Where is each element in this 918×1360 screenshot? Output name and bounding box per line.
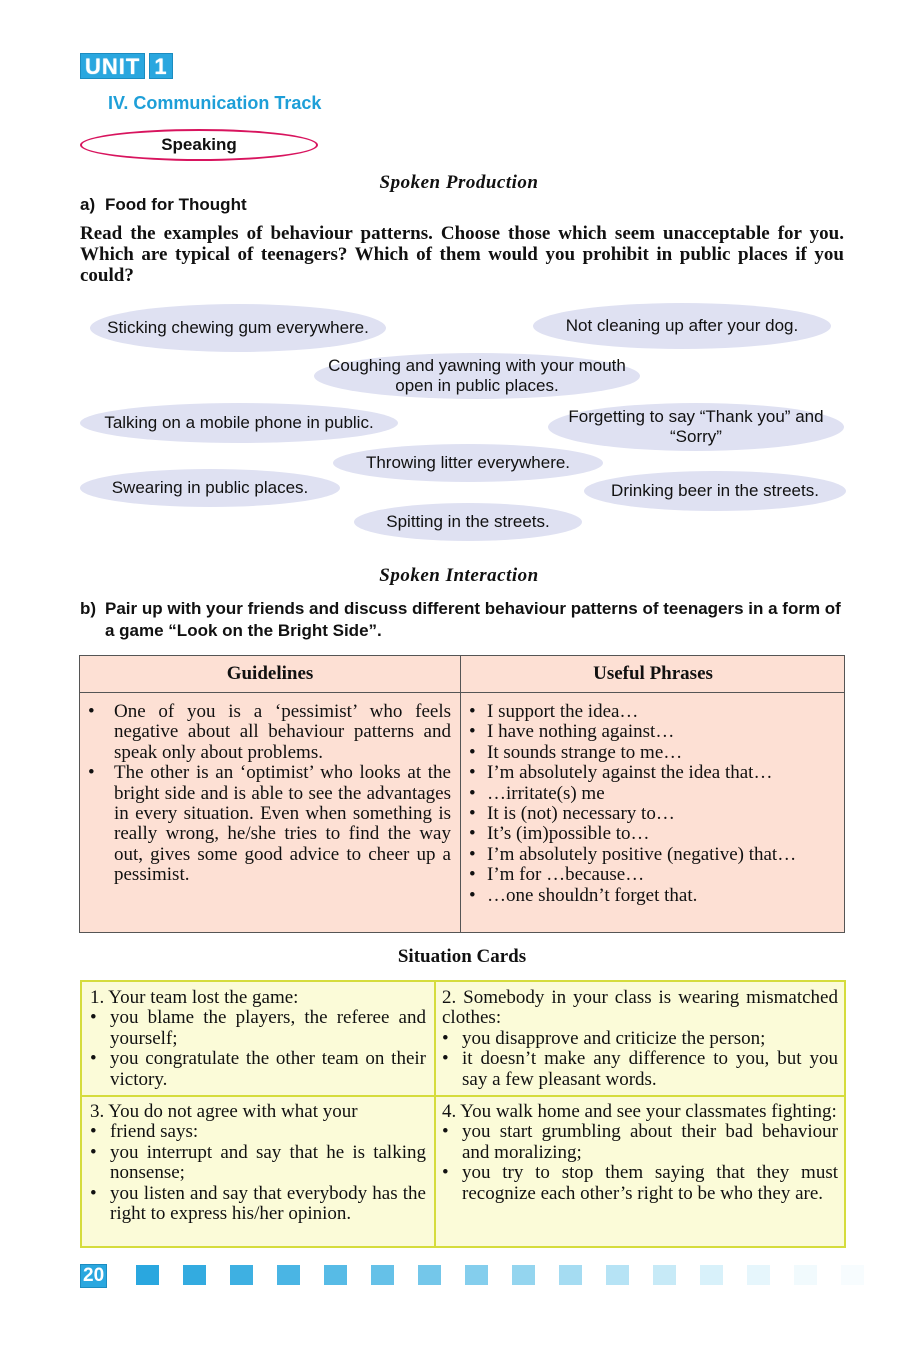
speaking-label: Speaking: [80, 129, 318, 161]
behaviour-bubble: Not cleaning up after your dog.: [533, 303, 831, 349]
guideline-item: • The other is an ‘optimist’ who looks at the bright side and is able to see the advantages in every situation. Even when something is really wrong, he/she tries to find the way out, gives some good advice to cheer up a pessimist.: [80, 763, 451, 885]
task-b-text: Pair up with your friends and discuss different behaviour patterns of teenagers in a form of a game “Look on the Bright Side”.: [105, 599, 841, 640]
behaviour-bubble: Spitting in the streets.: [354, 503, 582, 541]
unit-badge: [80, 53, 173, 79]
behaviour-bubble: Drinking beer in the streets.: [584, 471, 846, 511]
situation-card-3: [90, 1102, 426, 1224]
section-heading: IV. Communication Track: [108, 93, 322, 113]
guidelines-header: Guidelines: [226, 663, 314, 684]
phrase-item: • I’m absolutely positive (negative) that…: [461, 845, 841, 865]
card-title: 1. Your team lost the game:: [90, 987, 299, 1008]
page-number: 20: [80, 1264, 107, 1288]
card-option: • you congratulate the other team on their victory.: [90, 1049, 426, 1090]
task-b-letter: b): [80, 599, 97, 618]
task-b: [80, 598, 850, 642]
behaviour-bubble: Coughing and yawning with your mouth open in public places.: [314, 353, 640, 399]
card-option: • it doesn’t make any difference to you, but you say a few pleasant words.: [442, 1049, 838, 1090]
phrase-item: • I’m for …because…: [461, 865, 841, 885]
situation-cards-grid: [80, 980, 846, 1248]
footer-decoration: [136, 1265, 864, 1285]
behaviour-bubble: Swearing in public places.: [80, 469, 340, 507]
card-option: • friend says:: [90, 1122, 426, 1142]
unit-number: 1: [149, 53, 172, 79]
behaviour-bubble: Forgetting to say “Thank you” and “Sorry”: [548, 403, 844, 451]
behaviour-bubble: Talking on a mobile phone in public.: [80, 403, 398, 443]
guidelines-table: [79, 655, 845, 933]
phrases-list: [461, 702, 841, 906]
task-a-instruction: Read the examples of behaviour patterns. Choose those which seem unacceptable for you. Which are typical of teenagers? Which of them would you prohibit in public places if you could?: [80, 223, 844, 286]
task-a-title: Food for Thought: [105, 195, 247, 214]
situation-card-2: [442, 988, 838, 1090]
situation-cards-title: Situation Cards: [397, 946, 527, 967]
card-option: • you interrupt and say that he is talking nonsense;: [90, 1143, 426, 1184]
phrase-item: • I support the idea…: [461, 702, 841, 722]
spoken-production-title: Spoken Production: [379, 172, 539, 193]
situation-card-1: [90, 988, 426, 1090]
card-title: 2. Somebody in your class is wearing mismatched clothes:: [442, 987, 838, 1029]
phrase-item: • …one shouldn’t forget that.: [461, 886, 841, 906]
situation-card-4: [442, 1102, 838, 1204]
card-option: • you start grumbling about their bad behaviour and moralizing;: [442, 1122, 838, 1163]
card-title: 4. You walk home and see your classmates fighting:: [442, 1101, 837, 1122]
unit-word: UNIT: [80, 53, 145, 79]
behaviour-bubble: Throwing litter everywhere.: [333, 444, 603, 482]
task-a-letter: a): [80, 195, 96, 214]
card-title: 3. You do not agree with what your: [90, 1101, 358, 1122]
spoken-interaction-title: Spoken Interaction: [379, 565, 539, 586]
card-option: • you blame the players, the referee and yourself;: [90, 1008, 426, 1049]
behaviour-bubble: Sticking chewing gum everywhere.: [90, 304, 386, 352]
card-option: • you try to stop them saying that they must recognize each other’s right to be who they are.: [442, 1163, 838, 1204]
phrase-item: • I’m absolutely against the idea that…: [461, 763, 841, 783]
card-option: • you listen and say that everybody has the right to express his/her opinion.: [90, 1184, 426, 1225]
phrase-item: • It’s (im)possible to…: [461, 824, 841, 844]
guideline-item: • One of you is a ‘pessimist’ who feels negative about all behaviour patterns and speak only about problems.: [80, 702, 451, 763]
guidelines-list: [80, 702, 451, 886]
phrase-item: • It sounds strange to me…: [461, 743, 841, 763]
phrase-item: • I have nothing against…: [461, 722, 841, 742]
card-option: • you disapprove and criticize the person;: [442, 1029, 838, 1049]
phrase-item: • It is (not) necessary to…: [461, 804, 841, 824]
phrase-item: • …irritate(s) me: [461, 784, 841, 804]
useful-phrases-header: Useful Phrases: [593, 663, 713, 684]
